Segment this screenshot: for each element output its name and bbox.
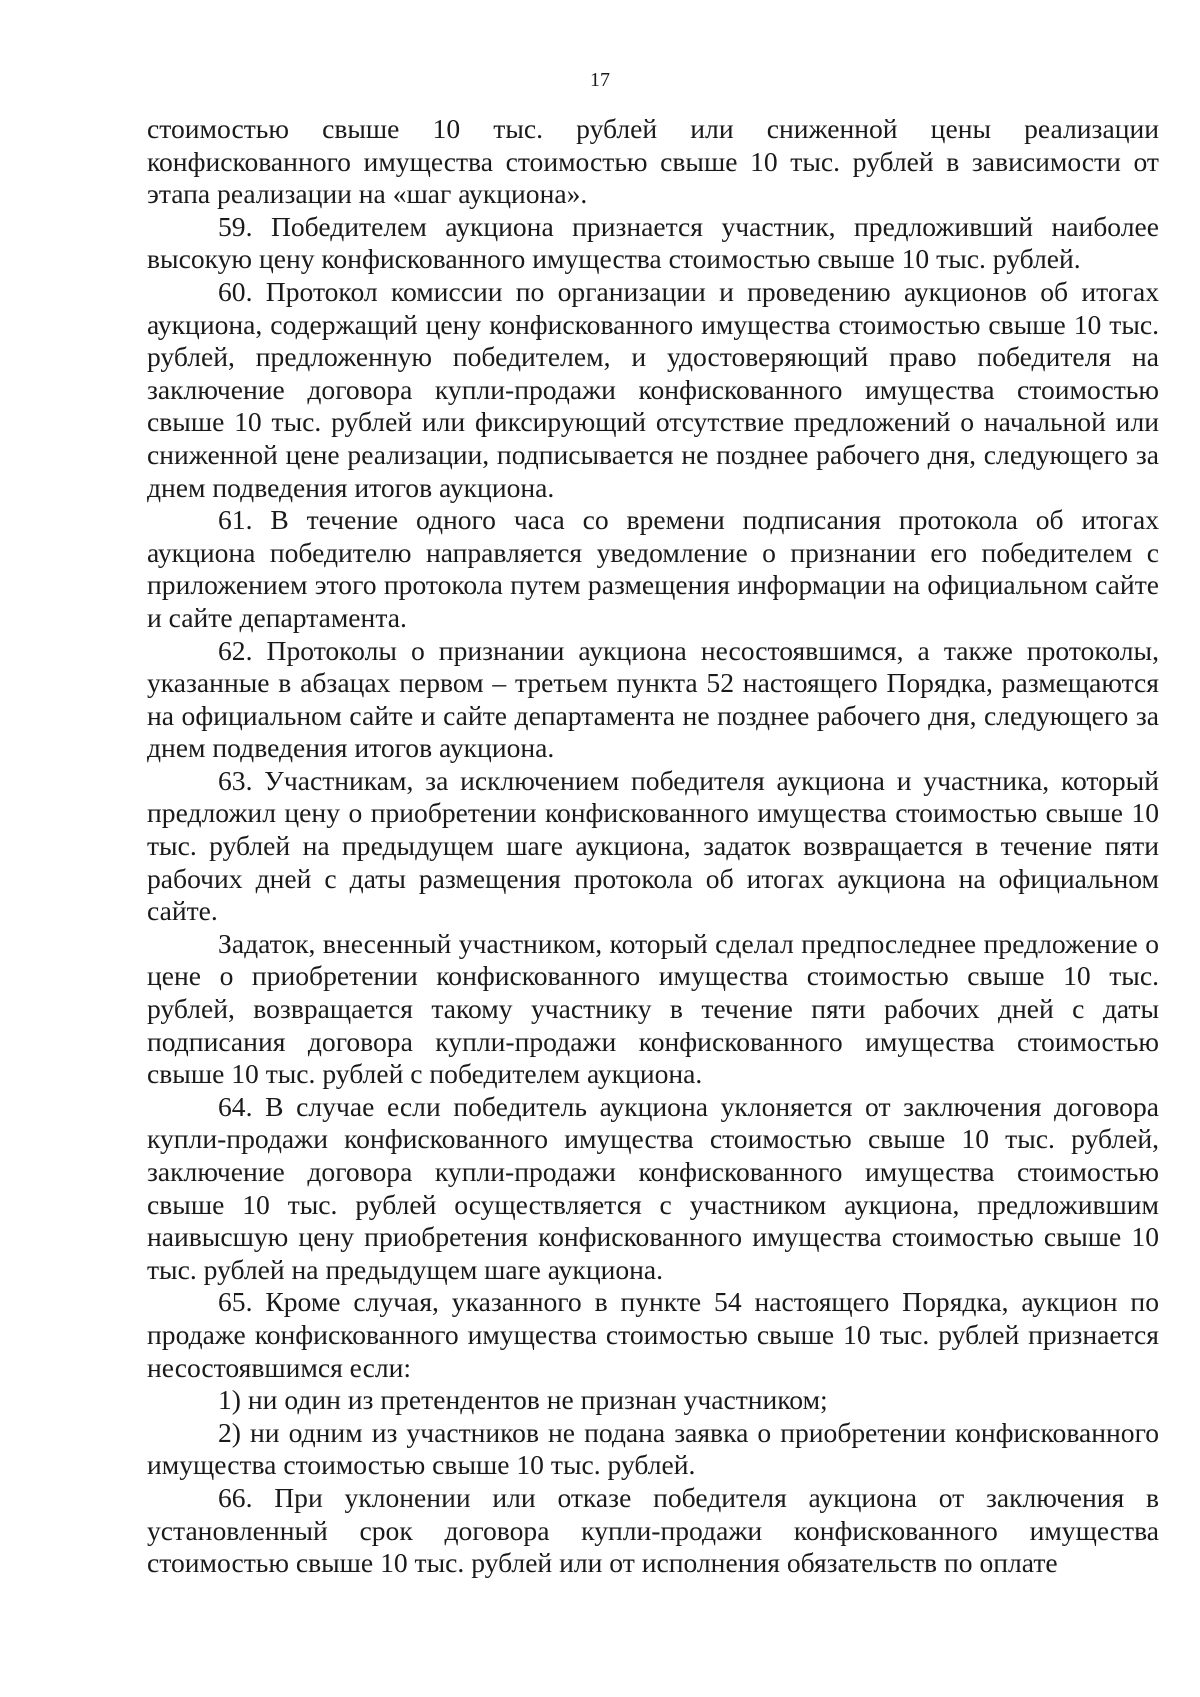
paragraph-59: 59. Победителем аукциона признается участник, предложивший наиболее высокую цену конфискованного имущества стоимостью свыше 10 тыс. рублей.	[147, 210, 1159, 275]
paragraph-61: 61. В течение одного часа со времени подписания протокола об итогах аукциона победителю направляется уведомление о признании его победителем с приложением этого протокола путем размещения информации на официальном сайте и сайте департамента.	[147, 504, 1159, 633]
paragraph-65-item-1: 1) ни один из претендентов не признан участником;	[218, 1384, 828, 1416]
paragraph-65-item-2: 2) ни одним из участников не подана заявка о приобретении конфискованного имущества стоимостью свыше 10 тыс. рублей.	[147, 1416, 1159, 1481]
paragraph-64: 64. В случае если победитель аукциона уклоняется от заключения договора купли-продажи конфискованного имущества стоимостью свыше 10 тыс. рублей, заключение договора купли-продажи конфискованного имущества стоимостью свыше 10 тыс. рублей осуществляется с участником аукциона, предложившим наивысшую цену приобретения конфискованного имущества стоимостью свыше 10 тыс. рублей на предыдущем шаге аукциона.	[147, 1090, 1159, 1285]
page-number: 17	[590, 69, 610, 91]
paragraph-continuation: стоимостью свыше 10 тыс. рублей или сниженной цены реализации конфискованного имущества стоимостью свыше 10 тыс. рублей в зависимости от этапа реализации на «шаг аукциона».	[147, 113, 1159, 210]
paragraph-60: 60. Протокол комиссии по организации и проведению аукционов об итогах аукциона, содержащий цену конфискованного имущества стоимостью свыше 10 тыс. рублей, предложенную победителем, и удостоверяющий право победителя на заключение договора купли-продажи конфискованного имущества стоимостью свыше 10 тыс. рублей или фиксирующий отсутствие предложений о начальной или сниженной цене реализации, подписывается не позднее рабочего дня, следующего за днем подведения итогов аукциона.	[147, 275, 1159, 503]
paragraph-63-deposit: Задаток, внесенный участником, который сделал предпоследнее предложение о цене о приобретении конфискованного имущества стоимостью свыше 10 тыс. рублей, возвращается такому участнику в течение пяти рабочих дней с даты подписания договора купли-продажи конфискованного имущества стоимостью свыше 10 тыс. рублей с победителем аукциона.	[147, 927, 1159, 1090]
document-body	[147, 113, 1159, 1580]
paragraph-66: 66. При уклонении или отказе победителя аукциона от заключения в установленный срок договора купли-продажи конфискованного имущества стоимостью свыше 10 тыс. рублей или от исполнения обязательств по оплате	[147, 1481, 1159, 1579]
paragraph-62: 62. Протоколы о признании аукциона несостоявшимся, а также протоколы, указанные в абзацах первом – третьем пункта 52 настоящего Порядка, размещаются на официальном сайте и сайте департамента не позднее рабочего дня, следующего за днем подведения итогов аукциона.	[147, 634, 1159, 764]
paragraph-65: 65. Кроме случая, указанного в пункте 54 настоящего Порядка, аукцион по продаже конфискованного имущества стоимостью свыше 10 тыс. рублей признается несостоявшимся если:	[147, 1286, 1159, 1383]
paragraph-63: 63. Участникам, за исключением победителя аукциона и участника, который предложил цену о приобретении конфискованного имущества стоимостью свыше 10 тыс. рублей на предыдущем шаге аукциона, задаток возвращается в течение пяти рабочих дней с даты размещения протокола об итогах аукциона на официальном сайте.	[147, 764, 1159, 927]
